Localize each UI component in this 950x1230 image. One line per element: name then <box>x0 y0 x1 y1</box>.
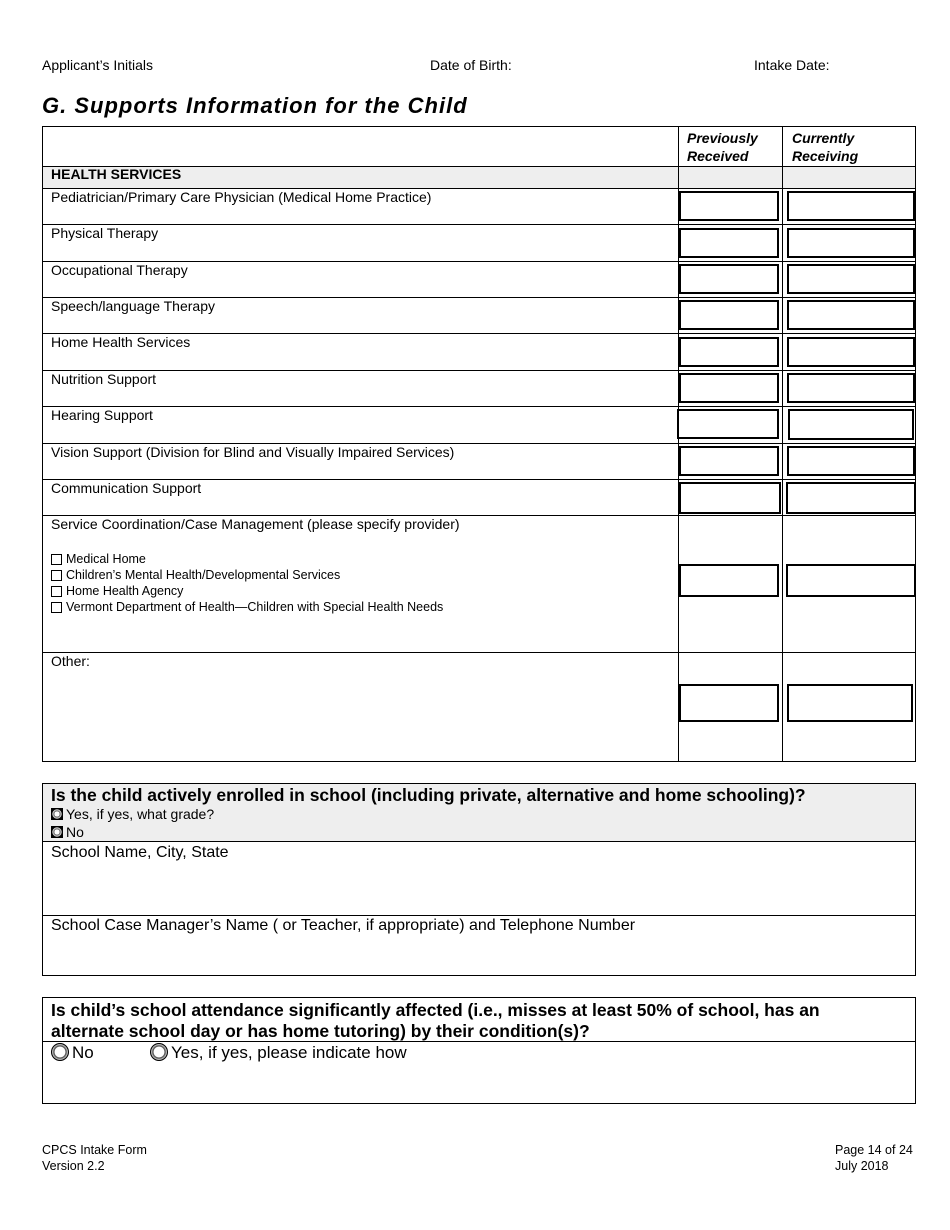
previously-received-field[interactable] <box>679 684 779 722</box>
col-previously-received: Previously Received <box>687 130 758 164</box>
radio-button[interactable] <box>51 808 63 820</box>
attendance-yes-option[interactable]: Yes, if yes, please indicate how <box>150 1043 407 1063</box>
form-name: CPCS Intake Form <box>42 1143 147 1157</box>
checkbox[interactable] <box>51 554 62 565</box>
currently-receiving-field[interactable] <box>787 446 915 476</box>
radio-button[interactable] <box>150 1043 168 1061</box>
date-of-birth-label: Date of Birth: <box>430 57 512 73</box>
provider-medical-home[interactable]: Medical Home <box>51 552 146 566</box>
form-date: July 2018 <box>835 1159 889 1173</box>
previously-received-field[interactable] <box>677 409 779 439</box>
currently-receiving-field[interactable] <box>787 337 915 367</box>
currently-receiving-field[interactable] <box>787 228 915 258</box>
previously-received-field[interactable] <box>679 373 779 403</box>
supports-table <box>42 126 916 762</box>
currently-receiving-field[interactable] <box>787 264 915 294</box>
currently-receiving-field[interactable] <box>787 191 915 221</box>
previously-received-field[interactable] <box>679 228 779 258</box>
previously-received-field[interactable] <box>679 300 779 330</box>
row-label: Service Coordination/Case Management (please specify provider) <box>51 516 460 532</box>
checkbox[interactable] <box>51 602 62 613</box>
attendance-no-option[interactable]: No <box>51 1043 94 1063</box>
currently-receiving-field[interactable] <box>787 373 915 403</box>
page-number: Page 14 of 24 <box>835 1143 913 1157</box>
checkbox[interactable] <box>51 586 62 597</box>
case-manager-label: School Case Manager’s Name ( or Teacher, if appropriate) and Telephone Number <box>51 917 636 934</box>
col-currently-receiving: Currently Receiving <box>792 130 859 164</box>
provider-home-health-agency[interactable]: Home Health Agency <box>51 584 183 598</box>
intake-date-label: Intake Date: <box>754 57 830 73</box>
other-label: Other: <box>51 653 90 669</box>
row-label: Pediatrician/Primary Care Physician (Medical Home Practice) <box>51 189 432 205</box>
provider-vdh-cshn[interactable]: Vermont Department of Health—Children with Special Health Needs <box>51 600 443 614</box>
previously-received-field[interactable] <box>679 264 779 294</box>
provider-mental-health[interactable]: Children’s Mental Health/Developmental Services <box>51 568 340 582</box>
currently-receiving-field[interactable] <box>787 300 915 330</box>
footer-right <box>835 1142 913 1174</box>
previously-received-field[interactable] <box>679 482 781 514</box>
attendance-question: Is child’s school attendance significantly affected (i.e., misses at least 50% of school, has an alternate school day or has home tutoring) by their condition(s)? <box>51 1000 820 1041</box>
row-label: Hearing Support <box>51 407 153 423</box>
radio-button[interactable] <box>51 826 63 838</box>
currently-receiving-field[interactable] <box>788 409 914 440</box>
health-services-heading: HEALTH SERVICES <box>51 166 182 182</box>
currently-receiving-field[interactable] <box>787 684 913 722</box>
row-label: Speech/language Therapy <box>51 298 215 314</box>
row-label: Communication Support <box>51 480 202 496</box>
checkbox[interactable] <box>51 570 62 581</box>
row-label: Home Health Services <box>51 334 191 350</box>
row-label: Occupational Therapy <box>51 262 188 278</box>
radio-button[interactable] <box>51 1043 69 1061</box>
school-question: Is the child actively enrolled in school (including private, alternative and home schooling)? <box>51 785 806 805</box>
school-enrollment-section <box>42 783 916 976</box>
currently-receiving-field[interactable] <box>786 564 916 597</box>
row-label: Nutrition Support <box>51 371 157 387</box>
school-yes-option[interactable]: Yes, if yes, what grade? <box>51 806 214 822</box>
previously-received-field[interactable] <box>679 337 779 367</box>
form-version: Version 2.2 <box>42 1159 105 1173</box>
footer-left <box>42 1142 147 1174</box>
previously-received-field[interactable] <box>679 564 779 597</box>
row-label: Physical Therapy <box>51 225 159 241</box>
school-no-option[interactable]: No <box>51 824 84 840</box>
previously-received-field[interactable] <box>679 191 779 221</box>
applicant-initials-label: Applicant’s Initials <box>42 57 154 73</box>
school-name-label: School Name, City, State <box>51 844 229 861</box>
currently-receiving-field[interactable] <box>786 482 916 514</box>
section-title: G. Supports Information for the Child <box>42 93 468 118</box>
attendance-section <box>42 997 916 1104</box>
previously-received-field[interactable] <box>679 446 779 476</box>
row-label: Vision Support (Division for Blind and Visually Impaired Services) <box>51 444 455 460</box>
